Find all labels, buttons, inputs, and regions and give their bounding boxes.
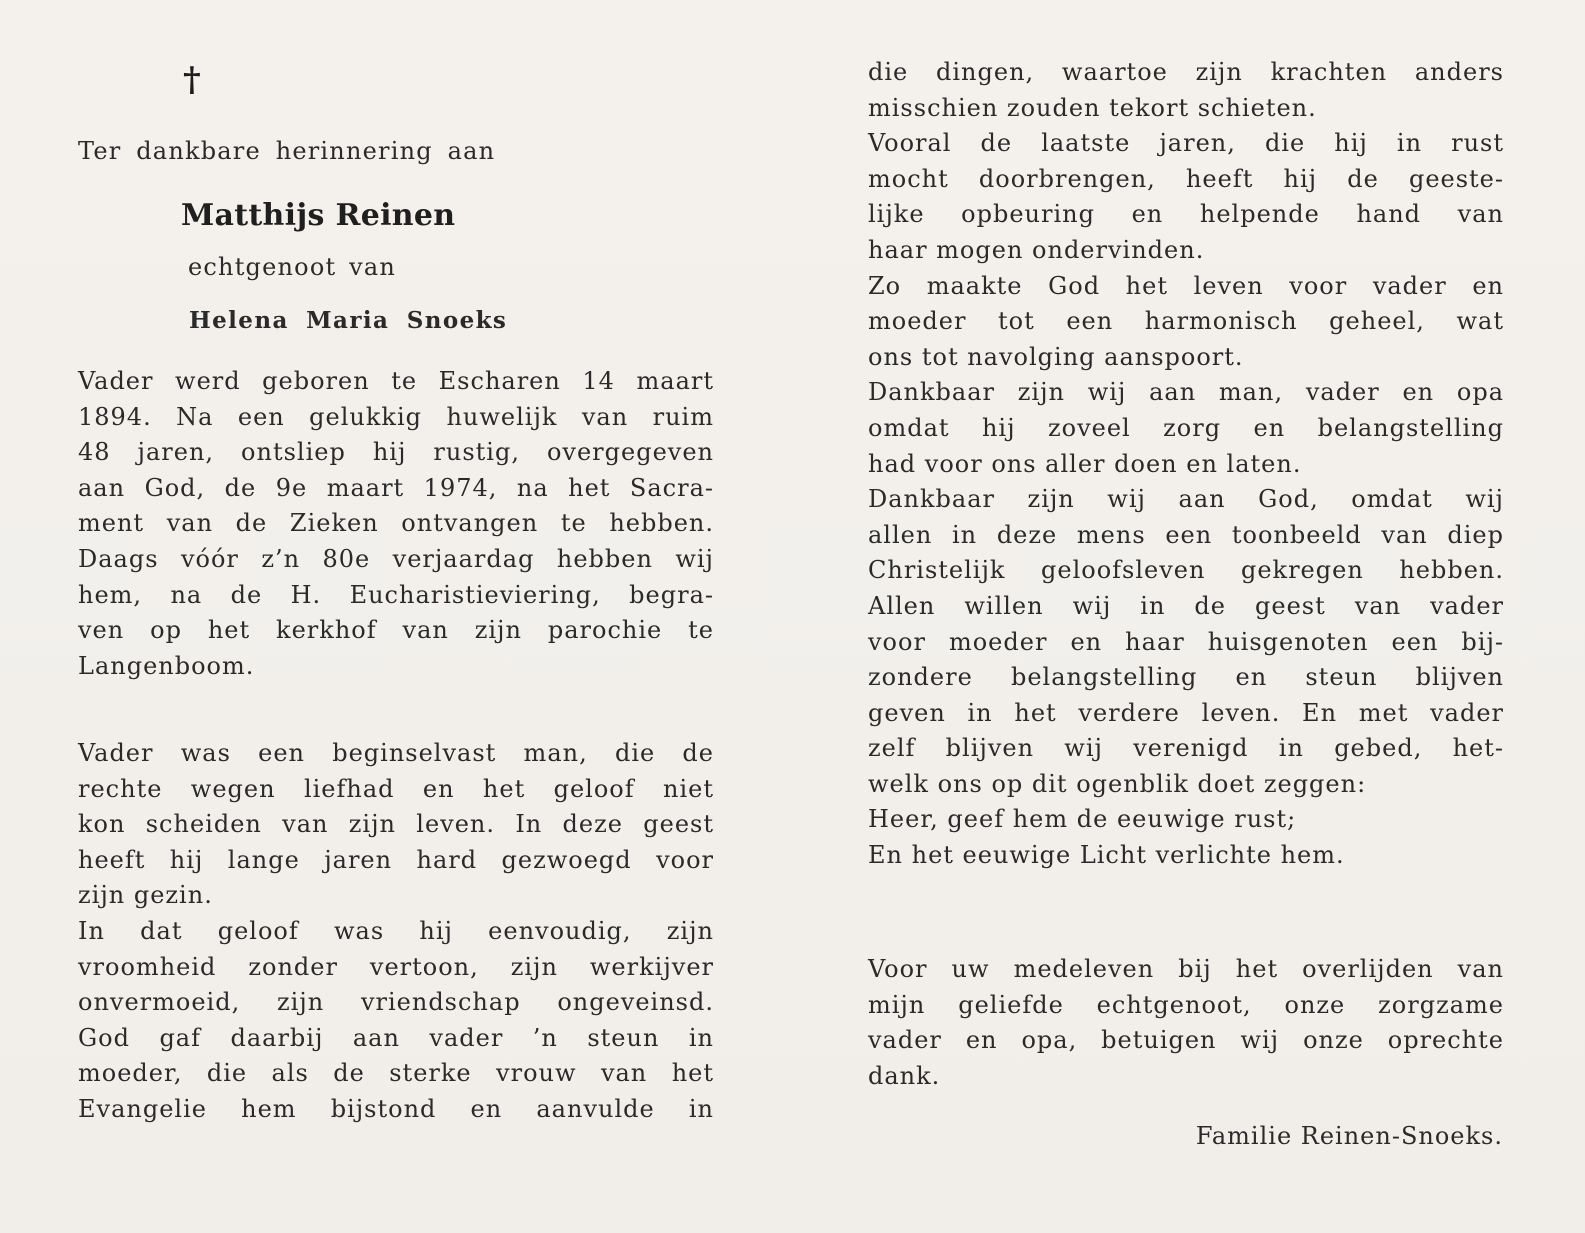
deceased-name: Matthijs Reinen bbox=[181, 198, 456, 233]
text-line: dank. bbox=[868, 1061, 941, 1090]
prayer-line: Heer, geef hem de eeuwige rust; bbox=[868, 805, 1297, 834]
text-line: mijn geliefde echtgenoot, onze zorgzame bbox=[868, 990, 1504, 1019]
text-line: die dingen, waartoe zijn krachten anders bbox=[868, 58, 1504, 86]
text-line: moeder tot een harmonisch geheel, wat bbox=[868, 307, 1504, 336]
text-line: onvermoeid, zijn vriendschap ongeveinsd. bbox=[78, 988, 714, 1017]
text-line: Vooral de laatste jaren, die hij in rust bbox=[868, 129, 1504, 158]
intro-line: Ter dankbare herinnering aan bbox=[78, 137, 496, 165]
spouse-of-label: echtgenoot van bbox=[188, 253, 397, 281]
text-line: zelf blijven wij verenigd in gebed, het- bbox=[868, 734, 1504, 763]
text-line: 48 jaren, ontsliep hij rustig, overgegeven bbox=[78, 438, 714, 467]
text-line: Allen willen wij in de geest van vader bbox=[868, 591, 1504, 620]
text-line: Christelijk geloofsleven gekregen hebben. bbox=[868, 556, 1504, 585]
text-line: misschien zouden tekort schieten. bbox=[868, 93, 1317, 122]
text-line: God gaf daarbij aan vader ’n steun in bbox=[78, 1023, 714, 1052]
spouse-name: Helena Maria Snoeks bbox=[189, 307, 508, 334]
text-line: vader en opa, betuigen wij onze oprechte bbox=[868, 1026, 1504, 1055]
text-line: Dankbaar zijn wij aan God, omdat wij bbox=[868, 485, 1504, 514]
biography-paragraph bbox=[78, 364, 714, 684]
text-line: Zo maakte God het leven voor vader en bbox=[868, 271, 1504, 300]
text-line: had voor ons aller doen en laten. bbox=[868, 449, 1302, 478]
family-signature: Familie Reinen-Snoeks. bbox=[1195, 1122, 1503, 1150]
text-line: geven in het verdere leven. En met vader bbox=[868, 698, 1504, 727]
text-line: heeft hij lange jaren hard gezwoegd voor bbox=[78, 845, 714, 874]
text-line: vroomheid zonder vertoon, zijn werkijver bbox=[78, 952, 714, 981]
text-line: Vader werd geboren te Escharen 14 maart bbox=[78, 367, 714, 395]
text-line: Langenboom. bbox=[78, 651, 255, 680]
text-line: zondere belangstelling en steun blijven bbox=[868, 663, 1504, 692]
text-line: voor moeder en haar huisgenoten een bij- bbox=[868, 627, 1504, 656]
text-line: hem, na de H. Eucharistieviering, begra- bbox=[78, 580, 714, 609]
text-line: Daags vóór z’n 80e verjaardag hebben wij bbox=[78, 544, 714, 573]
text-line: haar mogen ondervinden. bbox=[868, 235, 1205, 264]
text-line: ven op het kerkhof van zijn parochie te bbox=[78, 616, 714, 645]
text-line: lijke opbeuring en helpende hand van bbox=[868, 200, 1504, 229]
thanks-paragraph bbox=[868, 952, 1504, 1094]
text-line: kon scheiden van zijn leven. In deze geest bbox=[78, 810, 714, 839]
text-line: omdat hij zoveel zorg en belangstelling bbox=[868, 413, 1504, 442]
text-line: aan God, de 9e maart 1974, na het Sacra- bbox=[78, 473, 714, 502]
text-line: welk ons op dit ogenblik doet zeggen: bbox=[868, 769, 1367, 798]
text-line: 1894. Na een gelukkig huwelijk van ruim bbox=[78, 402, 714, 431]
text-line: Voor uw medeleven bij het overlijden van bbox=[868, 955, 1504, 983]
text-line: mocht doorbrengen, heeft hij de geeste- bbox=[868, 164, 1504, 193]
tribute-paragraph bbox=[868, 55, 1504, 874]
text-line: Vader was een beginselvast man, die de bbox=[78, 739, 714, 767]
text-line: allen in deze mens een toonbeeld van diep bbox=[868, 520, 1504, 549]
cross-icon: † bbox=[183, 60, 201, 100]
text-line: ons tot navolging aanspoort. bbox=[868, 342, 1244, 371]
text-line: Evangelie hem bijstond en aanvulde in bbox=[78, 1094, 714, 1123]
text-line: zijn gezin. bbox=[78, 881, 213, 910]
text-line: Dankbaar zijn wij aan man, vader en opa bbox=[868, 378, 1504, 407]
text-line: rechte wegen liefhad en het geloof niet bbox=[78, 774, 714, 803]
text-line: moeder, die als de sterke vrouw van het bbox=[78, 1059, 714, 1088]
prayer-line: En het eeuwige Licht verlichte hem. bbox=[868, 841, 1345, 870]
character-paragraph bbox=[78, 736, 714, 1128]
text-line: In dat geloof was hij eenvoudig, zijn bbox=[78, 916, 714, 945]
text-line: ment van de Zieken ontvangen te hebben. bbox=[78, 509, 714, 538]
